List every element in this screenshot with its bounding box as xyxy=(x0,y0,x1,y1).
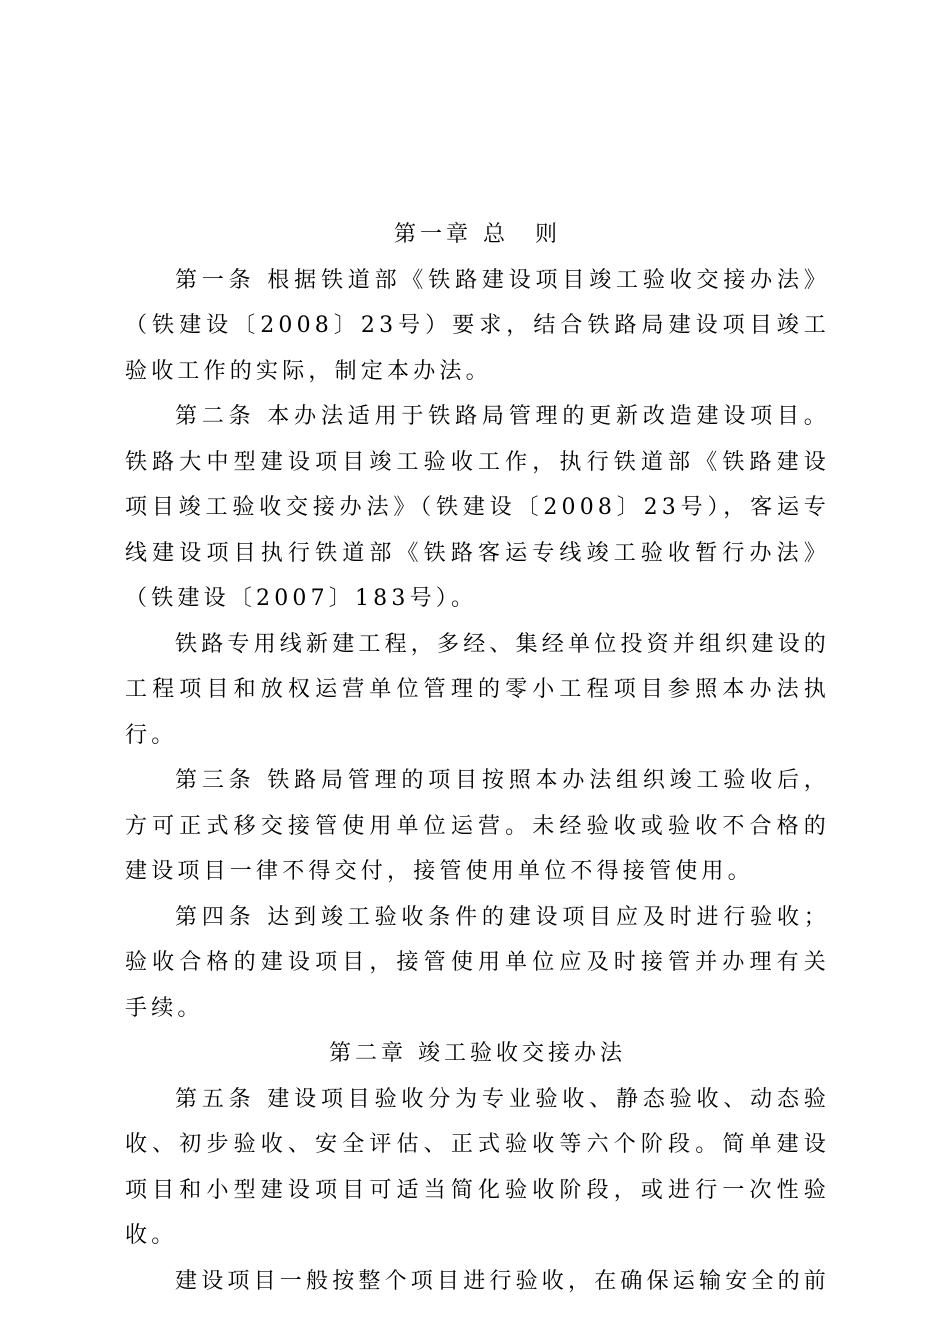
article-3: 第三条 铁路局管理的项目按照本办法组织竣工验收后，方可正式移交接管使用单位运营。未经验收或验收不合格的建设项目一律不得交付，接管使用单位不得接管使用。 xyxy=(125,768,830,884)
document-body xyxy=(125,212,830,1304)
chapter-2-title: 第二章 竣工验收交接办法 xyxy=(329,1041,626,1066)
article-5: 第五条 建设项目验收分为专业验收、静态验收、动态验收、初步验收、安全评估、正式验收等六个阶段。简单建设项目和小型建设项目可适当简化验收阶段，或进行一次性验收。 xyxy=(125,1086,830,1248)
article-4: 第四条 达到竣工验收条件的建设项目应及时进行验收；验收合格的建设项目，接管使用单位应及时接管并办理有关手续。 xyxy=(125,904,830,1021)
article-1: 第一条 根据铁道部《铁路建设项目竣工验收交接办法》（铁建设〔2008〕23号）要求，结合铁路局建设项目竣工验收工作的实际，制定本办法。 xyxy=(125,267,830,384)
article-2-paragraph-2: 铁路专用线新建工程，多经、集经单位投资并组织建设的工程项目和放权运营单位管理的零小工程项目参照本办法执行。 xyxy=(125,631,831,748)
article-5-paragraph-2: 建设项目一般按整个项目进行验收，在确保运输安全的前 xyxy=(175,1268,831,1294)
article-2: 第二条 本办法适用于铁路局管理的更新改造建设项目。铁路大中型建设项目竣工验收工作，执行铁道部《铁路建设项目竣工验收交接办法》（铁建设〔2008〕23号），客运专线建设项目执行铁道部《铁路客运专线竣工验收暂行办法》（铁建设〔2007〕183号）。 xyxy=(125,404,830,611)
chapter-1-title: 第一章 总 则 xyxy=(394,222,561,247)
